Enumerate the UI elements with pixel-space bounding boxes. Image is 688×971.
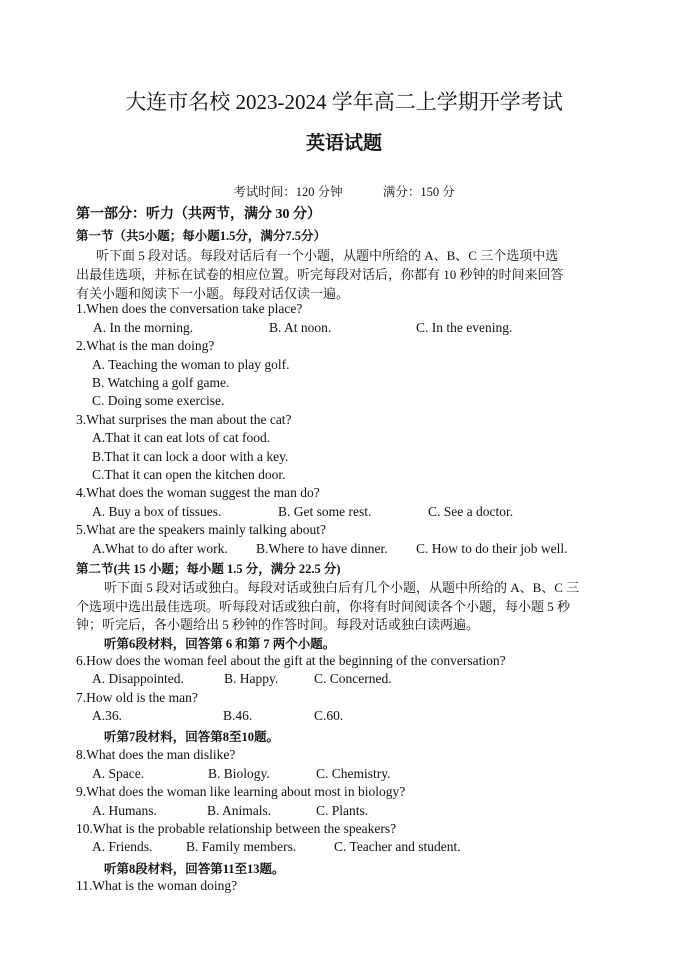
exam-title: 大连市名校 2023-2024 学年高二上学期开学考试: [125, 90, 563, 114]
option: B. At noon.: [269, 320, 332, 335]
option: C.60.: [314, 708, 344, 723]
section2-instruction-line: 个选项中选出最佳选项。听每段对话或独白前，你将有时间阅读各个小题，每小题 5 秒: [76, 599, 571, 614]
section1-instruction-line: 听下面 5 段对话。每段对话后有一个小题，从题中所给的 A、B、C 三个选项中选: [96, 248, 559, 263]
question-stem: 5.What are the speakers mainly talking about?: [76, 522, 327, 537]
question-stem: 1.When does the conversation take place?: [76, 301, 303, 316]
question-options: [0, 504, 688, 522]
option: B.46.: [223, 708, 253, 723]
section2-instruction-line: 听下面 5 段对话或独白。每段对话或独白后有几个小题，从题中所给的 A、B、C 三: [104, 580, 580, 595]
option: C.That it can open the kitchen door.: [92, 467, 286, 482]
section2-instruction-line: 钟；听完后，各小题给出 5 秒钟的作答时间。每段对话或独白读两遍。: [76, 617, 480, 632]
option: C. In the evening.: [416, 320, 513, 335]
material-note: 听第7段材料，回答第8至10题。: [104, 730, 280, 744]
option: A. Teaching the woman to play golf.: [92, 357, 290, 372]
part1-heading: 第一部分：听力（共两节，满分 30 分）: [76, 207, 321, 222]
question-options: [0, 671, 688, 689]
section2-heading: 第二节(共 15 小题；每小题 1.5 分，满分 22.5 分): [76, 562, 341, 576]
question-stem: 6.How does the woman feel about the gift at the beginning of the conversation?: [76, 653, 506, 668]
option: B. Happy.: [224, 671, 279, 686]
section1-heading: 第一节（共5小题；每小题1.5分，满分7.5分）: [76, 229, 327, 243]
exam-info: [0, 182, 688, 200]
material-note: 听第6段材料，回答第 6 和第 7 两个小题。: [104, 637, 336, 651]
option: B.That it can lock a door with a key.: [92, 449, 289, 464]
question-stem: 7.How old is the man?: [76, 690, 198, 705]
question-stem: 2.What is the man doing?: [76, 338, 215, 353]
option: A. Humans.: [92, 803, 157, 818]
question-stem: 9.What does the woman like learning about most in biology?: [76, 784, 406, 799]
option: C. Plants.: [316, 803, 369, 818]
option: A.What to do after work.: [92, 541, 228, 556]
question-stem: 3.What surprises the man about the cat?: [76, 412, 292, 427]
option: B. Animals.: [207, 803, 272, 818]
option: C. Chemistry.: [316, 766, 391, 781]
option: C. Doing some exercise.: [92, 393, 225, 408]
option: A. Buy a box of tissues.: [92, 504, 222, 519]
option: A. Disappointed.: [92, 671, 184, 686]
question-stem: 4.What does the woman suggest the man do?: [76, 485, 320, 500]
option: B. Family members.: [186, 839, 297, 854]
option: A. Friends.: [92, 839, 153, 854]
option: B. Get some rest.: [278, 504, 372, 519]
option: C. Teacher and student.: [334, 839, 461, 854]
option: C. Concerned.: [314, 671, 392, 686]
option: A.That it can eat lots of cat food.: [92, 430, 271, 445]
question-options: [0, 803, 688, 821]
option: A. In the morning.: [93, 320, 194, 335]
option: B. Biology.: [208, 766, 270, 781]
option: A. Space.: [92, 766, 145, 781]
subject-title: 英语试题: [305, 133, 382, 154]
question-stem: 10.What is the probable relationship between the speakers?: [76, 821, 397, 836]
option: C. See a doctor.: [428, 504, 514, 519]
option: B. Watching a golf game.: [92, 375, 230, 390]
exam-score: 满分：150 分: [382, 185, 455, 199]
question-stem: 8.What does the man dislike?: [76, 747, 236, 762]
question-options: [0, 839, 688, 857]
section1-instruction-line: 有关小题和阅读下一小题。每段对话仅读一遍。: [76, 286, 350, 301]
question-stem: 11.What is the woman doing?: [76, 878, 238, 893]
question-options: [0, 541, 688, 559]
question-options: [0, 766, 688, 784]
question-options: [0, 708, 688, 726]
option: C. How to do their job well.: [416, 541, 568, 556]
section1-instruction-line: 出最佳选项，并标在试卷的相应位置。听完每段对话后，你都有 10 秒钟的时间来回答: [76, 267, 564, 282]
material-note: 听第8段材料，回答第11至13题。: [104, 862, 285, 876]
exam-time: 考试时间：120 分钟: [233, 185, 343, 199]
option: A.36.: [92, 708, 122, 723]
question-options: [0, 320, 688, 338]
option: B.Where to have dinner.: [256, 541, 388, 556]
